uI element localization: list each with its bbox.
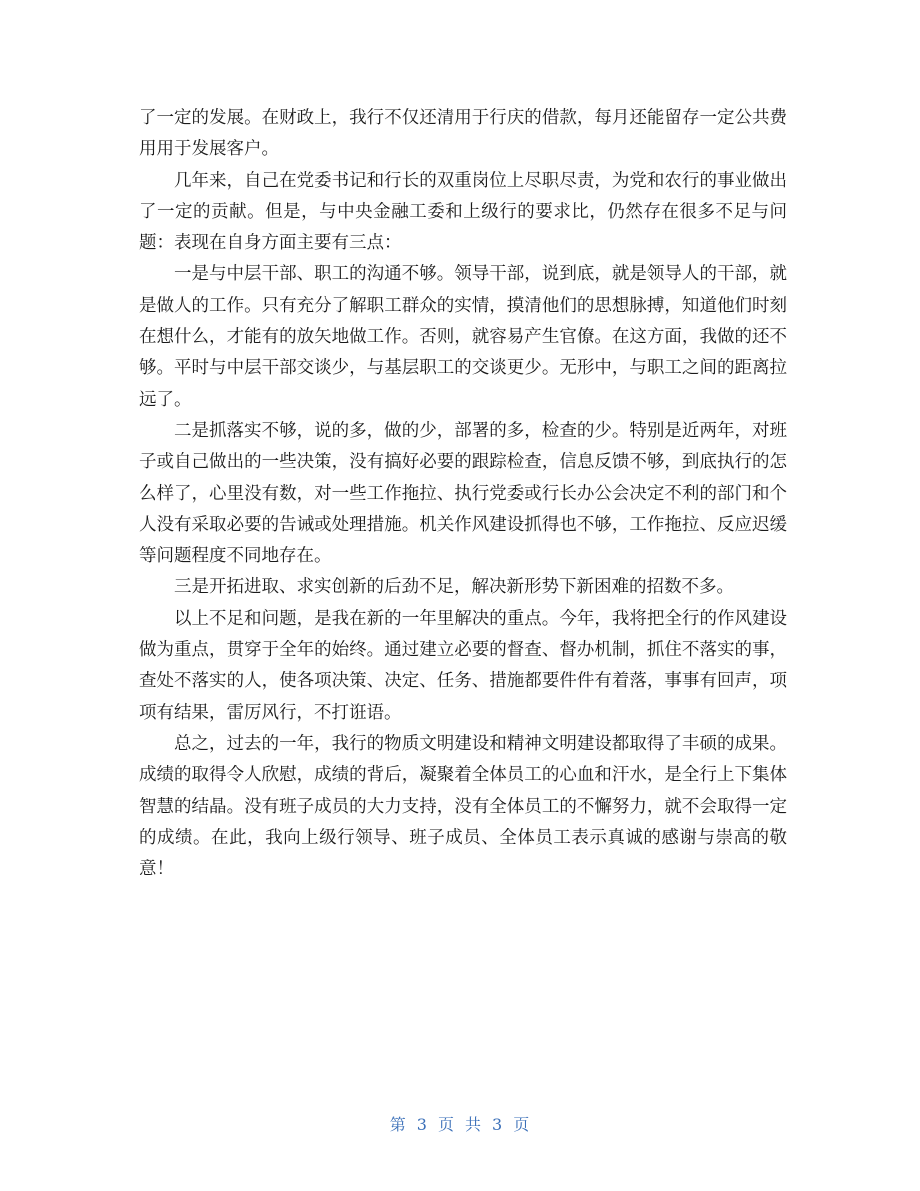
- paragraph-3: 一是与中层干部、职工的沟通不够。领导干部，说到底，就是领导人的干部，就是做人的工作。只有充分了解职工群众的实情，摸清他们的思想脉搏，知道他们时刻在想什么，才能有的放矢地做工作。否则，就容易产生官僚。在这方面，我做的还不够。平时与中层干部交谈少，与基层职工的交谈更少。无形中，与职工之间的距离拉远了。: [139, 264, 787, 410]
- footer-total-prefix: 共: [465, 1115, 483, 1134]
- footer-mid: 页: [437, 1115, 455, 1134]
- page-number-footer: [0, 1112, 920, 1135]
- footer-total-pages: 3: [492, 1115, 504, 1134]
- paragraph-1: 了一定的发展。在财政上，我行不仅还清用于行庆的借款，每月还能留存一定公共费用用于发展客户。: [139, 108, 787, 160]
- paragraph-7: 总之，过去的一年，我行的物质文明建设和精神文明建设都取得了丰硕的成果。成绩的取得令人欣慰，成绩的背后，凝聚着全体员工的心血和汗水，是全行上下集体智慧的结晶。没有班子成员的大力支持，没有全体员工的不懈努力，就不会取得一定的成绩。在此，我向上级行领导、班子成员、全体员工表示真诚的感谢与崇高的敬意！: [139, 733, 787, 880]
- paragraph-5: 三是开拓进取、求实创新的后劲不足，解决新形势下新困难的招数不多。: [174, 577, 734, 598]
- document-body: [139, 103, 787, 885]
- paragraph-4: 二是抓落实不够，说的多，做的少，部署的多，检查的少。特别是近两年，对班子或自己做出的一些决策，没有搞好必要的跟踪检查，信息反馈不够，到底执行的怎么样了，心里没有数，对一些工作拖拉、执行党委或行长办公会决定不利的部门和个人没有采取必要的告诫或处理措施。机关作风建设抓得也不够，工作拖拉、反应迟缓等问题程度不同地存在。: [139, 420, 787, 567]
- footer-current-page: 3: [416, 1115, 428, 1134]
- paragraph-2: 几年来，自己在党委书记和行长的双重岗位上尽职尽责，为党和农行的事业做出了一定的贡献。但是，与中央金融工委和上级行的要求比，仍然存在很多不足与问题：表现在自身方面主要有三点：: [139, 170, 787, 254]
- footer-prefix: 第: [389, 1115, 407, 1134]
- paragraph-6: 以上不足和问题，是我在新的一年里解决的重点。今年，我将把全行的作风建设做为重点，贯穿于全年的始终。通过建立必要的督查、督办机制，抓住不落实的事，查处不落实的人，使各项决策、决定、任务、措施都要件件有着落，事事有回声，项项有结果，雷厉风行，不打诳语。: [139, 608, 787, 723]
- footer-suffix: 页: [513, 1115, 531, 1134]
